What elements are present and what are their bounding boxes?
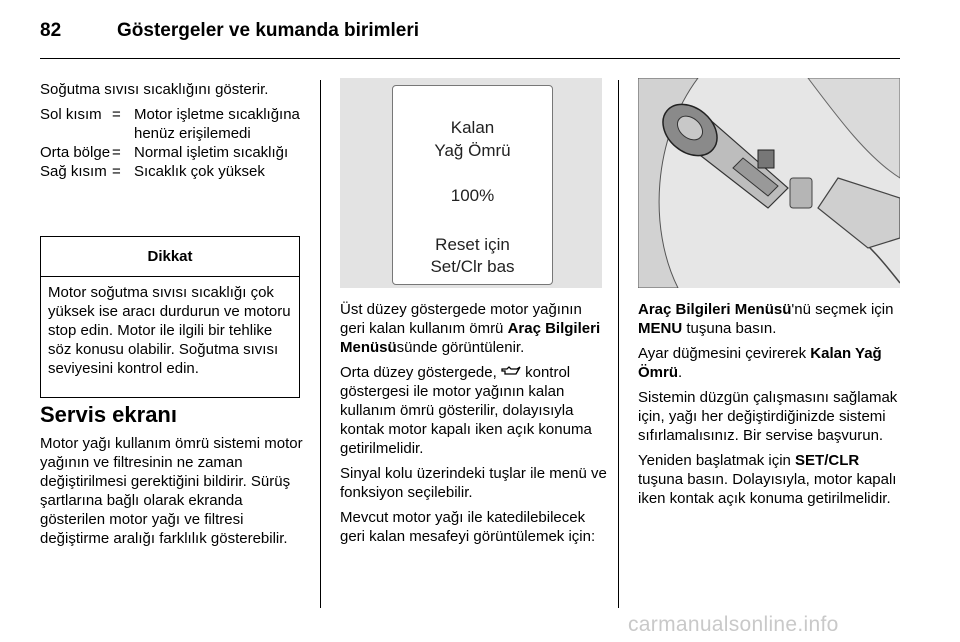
section-title: Servis ekranı	[40, 402, 177, 427]
col3-p4-bold: SET/CLR	[795, 452, 860, 469]
col3-paragraph-4	[638, 451, 906, 508]
display-reset-2: Set/Clr bas	[430, 257, 515, 276]
col2-p1-post: sünde görüntülenir.	[396, 339, 525, 356]
col3-p4-post: tuşuna basın. Dolayısıyla, motor kapalı iken kontak açık konuma getirilmelidir.	[638, 471, 897, 507]
definition-equals: =	[112, 144, 121, 161]
display-reset-1: Reset için	[435, 235, 510, 254]
column-2	[340, 300, 608, 552]
page-number: 82	[40, 20, 62, 41]
header-rule	[40, 58, 900, 59]
definition-row	[40, 162, 302, 181]
col2-paragraph-4: Mevcut motor yağı ile katedilebilecek geri kalan mesafeyi görüntülemek için:	[340, 509, 596, 545]
column-3	[638, 300, 906, 514]
section-body	[40, 434, 305, 554]
definition-desc: Sıcaklık çok yüksek	[134, 163, 265, 180]
definition-equals: =	[112, 163, 121, 180]
col2-paragraph-1	[340, 300, 608, 357]
definition-term: Sol kısım	[40, 106, 102, 123]
display-line-2: Yağ Ömrü	[434, 141, 511, 160]
col3-p4-pre: Yeniden başlatmak için	[638, 452, 796, 469]
definition-desc: Motor işletme sıcaklığına henüz erişilemedi	[134, 106, 300, 142]
column-divider-1	[320, 80, 321, 608]
section-body-text: Motor yağı kullanım ömrü sistemi motor yağının ve filtresinin ne zaman değiştirilmesi gerektiğini bildirir. Sürüş şartlarına bağlı olarak ekranda gösterilen motor yağı ve filtresi değiştirme aralığı farklılık gösterebilir.	[40, 435, 303, 547]
caution-box	[40, 236, 300, 398]
caution-body: Motor soğutma sıvısı sıcaklığı çok yüksek ise aracı durdurun ve motoru stop edin. Motor ile ilgili bir tehlike söz konusu olabilir. Soğutma sıvısı seviyesini kontrol edin.	[48, 284, 291, 377]
col3-p1-bold2: MENU	[638, 320, 683, 337]
col3-p1-mid: 'nü seçmek için	[791, 301, 894, 318]
col3-p2-bold: Kalan Yağ Ömrü	[638, 345, 882, 381]
definition-row	[40, 143, 302, 162]
oil-life-display-figure	[340, 78, 602, 288]
display-screen	[392, 85, 553, 285]
definition-term: Orta bölge	[40, 144, 111, 161]
intro-text: Soğutma sıvısı sıcaklığını gösterir.	[40, 81, 269, 98]
col3-paragraph-3: Sistemin düzgün çalışmasını sağlamak için, yağı her değiştirdiğinizde sistemi sıfırlamalısınız. Bir servise başvurun.	[638, 389, 898, 444]
col3-p1-bold: Araç Bilgileri Menüsü	[638, 301, 792, 318]
caution-heading: Dikkat	[41, 237, 299, 277]
col3-p1-post: tuşuna basın.	[682, 320, 777, 337]
definition-desc: Normal işletim sıcaklığı	[134, 144, 289, 161]
column-divider-2	[618, 80, 619, 608]
col3-paragraph-1	[638, 300, 906, 338]
definition-equals: =	[112, 106, 121, 123]
col3-p2-pre: Ayar düğmesini çevirerek	[638, 345, 811, 362]
definition-list	[40, 105, 302, 181]
col2-paragraph-2	[340, 363, 608, 458]
col2-p1-pre: Üst düzey göstergede motor yağının geri kalan kullanım ömrü	[340, 301, 582, 337]
col3-p2-post: .	[678, 364, 683, 381]
watermark: carmanualsonline.info	[628, 613, 839, 636]
definition-row	[40, 105, 302, 143]
col2-p2-pre: Orta düzey göstergede,	[340, 364, 501, 381]
oil-can-icon	[501, 366, 521, 376]
col2-paragraph-3: Sinyal kolu üzerindeki tuşlar ile menü ve fonksiyon seçilebilir.	[340, 465, 607, 501]
col2-p2-post: kontrol göstergesi ile motor yağının kalan kullanım ömrü gösterilir, dolayısıyla kontak motor kapalı iken açık konuma getirilmelidir.	[340, 364, 592, 457]
turn-signal-lever-figure	[638, 78, 900, 288]
display-line-1: Kalan	[450, 118, 495, 137]
column-1	[40, 80, 302, 181]
col3-paragraph-2	[638, 344, 906, 382]
lever-illustration	[638, 78, 900, 288]
page-header-title: Göstergeler ve kumanda birimleri	[117, 20, 420, 41]
col2-p1-bold: Araç Bilgileri Menüsü	[340, 320, 601, 356]
display-percent: 100%	[450, 186, 495, 205]
definition-term: Sağ kısım	[40, 163, 107, 180]
